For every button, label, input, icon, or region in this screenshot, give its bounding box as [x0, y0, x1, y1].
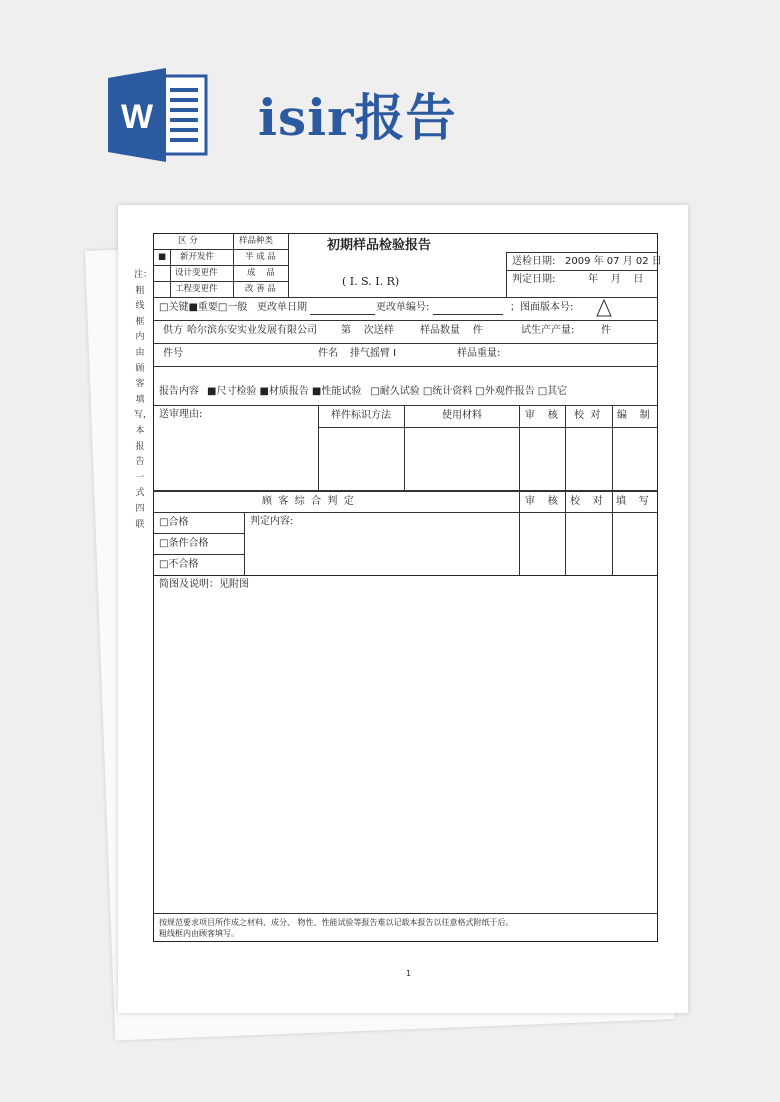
category-label: 设计变更件: [175, 268, 218, 278]
sample-qty: 样品数量 件: [420, 325, 483, 336]
form-subtitle: ( I. S. I. R): [342, 275, 400, 288]
side-note: 注：粗线框内由顾客填写，本报告一式四联: [134, 270, 153, 530]
part-name: 排气摇臂 I: [350, 348, 397, 359]
sample-type: 成 品: [247, 268, 275, 278]
submit-date-label: 送检日期:: [512, 256, 556, 267]
report-item[interactable]: □统计资料: [422, 386, 473, 397]
report-item[interactable]: □耐久试验: [370, 386, 420, 397]
trial-qty-label: 试生产产量:: [521, 325, 575, 336]
check-header: 校 对: [574, 410, 601, 421]
trial-qty-unit: 件: [601, 325, 611, 336]
report-item[interactable]: ■尺寸检验: [207, 386, 257, 397]
result-pass[interactable]: □合格: [159, 517, 189, 528]
part-name-label: 件名: [318, 348, 338, 359]
report-item[interactable]: □其它: [537, 386, 568, 397]
material-header: 使用材料: [442, 410, 482, 421]
judge-date-label: 判定日期:: [512, 274, 556, 285]
footnote-line: 粗线框内由顾客填写。: [159, 929, 239, 938]
banner-title: isir报告: [258, 88, 457, 147]
sample-weight-label: 样品重量:: [457, 348, 501, 359]
reason-label: 送审理由:: [159, 409, 203, 420]
supplier: 哈尔滨东安实业发展有限公司: [187, 325, 317, 336]
category-label: 新开发件: [180, 252, 215, 262]
importance-options[interactable]: □关键■重要□一般: [159, 302, 248, 313]
submit-date: 2009 年 07 月 02 日: [565, 256, 662, 267]
sample-type: 半 成 品: [245, 252, 276, 262]
footnote-line: 按规范要求项目所作成之材料、成分、 物性、性能试验等报告难以记载本报告以任意格式附纸于后。: [159, 918, 514, 927]
supplier-label: 供方: [163, 325, 183, 336]
review-header: 审 核: [525, 496, 558, 507]
result-conditional[interactable]: □条件合格: [159, 538, 209, 549]
svg-text:W: W: [120, 98, 154, 136]
change-date-label: 更改单日期: [257, 302, 307, 313]
category-label: 工程变更件: [175, 284, 218, 294]
customer-judgement-header: 顾 客 综 合 判 定: [262, 496, 354, 507]
review-header: 审 核: [525, 410, 558, 421]
fill-header: 填 写: [616, 496, 649, 507]
sample-type: 改 善 品: [245, 284, 276, 294]
report-content: [159, 382, 567, 397]
report-content-label: 报告内容: [159, 386, 199, 397]
submission-count: 第 次送样: [341, 325, 394, 336]
change-no-label: 更改单编号:: [376, 302, 430, 313]
report-item[interactable]: □外观件报告: [475, 386, 535, 397]
word-document-icon: [108, 68, 208, 162]
triangle-icon: [596, 299, 612, 321]
check-header: 校 对: [570, 496, 603, 507]
part-no-label: 件号: [163, 348, 183, 359]
sketch-frame: [153, 575, 658, 942]
sketch-label: 简图及说明：见附图: [159, 579, 249, 590]
page-number: 1: [406, 969, 412, 978]
form-title: 初期样品检验报告: [327, 238, 432, 253]
marking-method-header: 样件标识方法: [331, 410, 391, 421]
category-header: 区 分: [178, 236, 198, 246]
category-mark: ■: [158, 252, 167, 262]
compile-header: 编 制: [617, 410, 650, 421]
judgement-content-label: 判定内容:: [250, 516, 294, 527]
sample-type-header: 样品种类: [239, 236, 274, 246]
report-item[interactable]: ■材质报告: [259, 386, 309, 397]
judge-date: 年 月 日: [588, 274, 644, 285]
drawing-version-label: ；图面版本号:: [510, 302, 574, 313]
result-fail[interactable]: □不合格: [159, 559, 199, 570]
report-item[interactable]: ■性能试验: [311, 386, 362, 397]
